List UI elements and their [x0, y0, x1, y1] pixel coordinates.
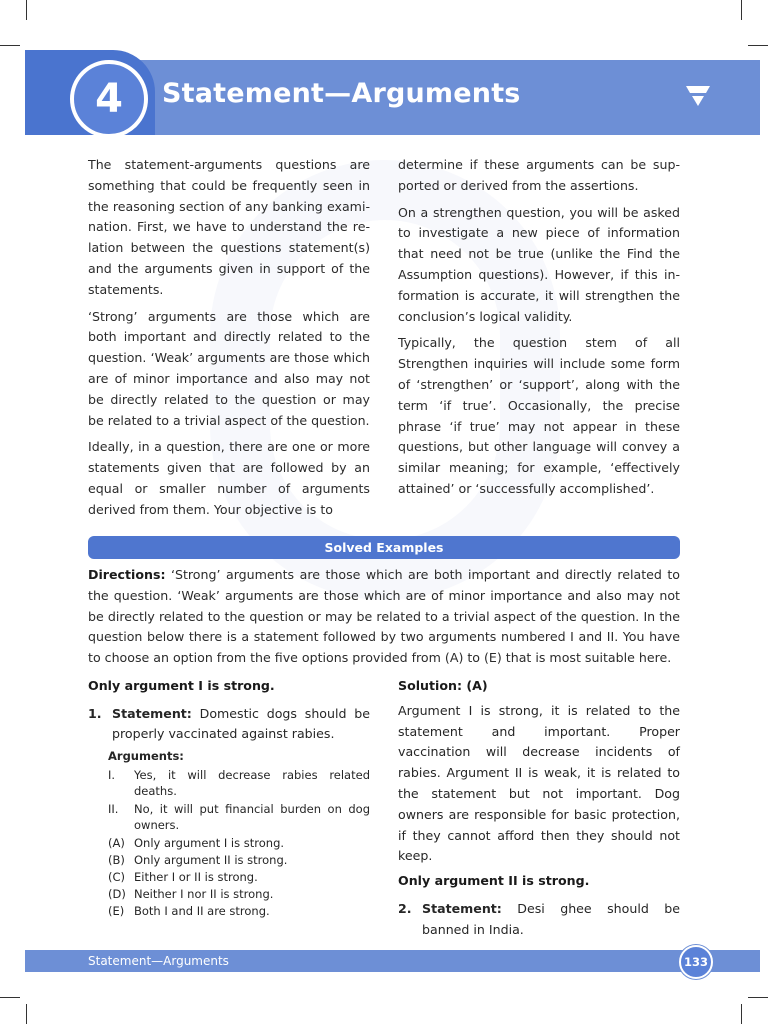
intro-paragraph: Typically, the question stem of all Strengthen inquiries will include some form of ‘strengthen’ or ‘support’, along with the term ‘if true’. Occasionally, the precise phrase ‘if true’ may not appear in these questions, but other language will convey a similar meaning; for example, ‘effectively attained’ or ‘successfully accomplished’. — [398, 335, 680, 496]
directions-paragraph — [88, 565, 680, 669]
argument-text: No, it will put financial burden on dog owners. — [134, 801, 370, 832]
crop-mark — [26, 0, 27, 20]
crop-mark — [748, 997, 768, 998]
question-1 — [88, 704, 370, 745]
question-statement — [112, 704, 370, 745]
crop-mark — [0, 45, 20, 46]
statement-label: Statement: — [422, 900, 502, 916]
intro-paragraph: Ideally, in a question, there are one or more statements given that are followed by an equal or smaller number of arguments derived from them. Your objective is to — [88, 439, 370, 517]
question-number: 2. — [398, 900, 412, 916]
chapter-number: 4 — [70, 60, 148, 138]
argument-text: Yes, it will decrease rabies related deaths. — [134, 767, 370, 798]
crop-mark — [741, 1004, 742, 1024]
answer-line: Only argument I is strong. — [88, 678, 275, 693]
solution-label: Solution: (A) — [398, 678, 488, 693]
option-item — [108, 852, 370, 869]
option-letter: (A) — [108, 835, 125, 850]
question-number: 1. — [88, 705, 102, 721]
answer-line: Only argument II is strong. — [398, 873, 590, 889]
crop-mark — [26, 1004, 27, 1024]
argument-item — [108, 767, 370, 799]
option-item — [108, 903, 370, 920]
intro-left-column — [88, 155, 370, 527]
question-2 — [398, 899, 680, 941]
intro-paragraph: The statement-arguments questions are something that could be frequently seen in the reasoning section of any banking examination. First, we have to understand the relation between the questions statement(s) and the arguments given in support of the statements. — [88, 157, 370, 297]
solution-text: Argument I is strong, it is related to the statement and important. Proper vaccination will decrease incidents of rabies. Argument II is weak, it is related to the statement but not important. Dog owners are responsible for basic protection, if they cannot afford then they should not keep. — [398, 702, 680, 864]
option-letter: (E) — [108, 904, 125, 919]
brand-logo-icon — [684, 84, 712, 108]
example-left-column — [88, 676, 370, 921]
argument-number: II. — [108, 801, 119, 816]
crop-mark — [741, 0, 742, 20]
intro-paragraph: ‘Strong’ arguments are those which are both important and directly related to the question. ‘Weak’ arguments are those which are of minor importance and also may not be directly related to the question or may be related to a trivial aspect of the question. — [88, 308, 370, 428]
statement-label: Statement: — [112, 705, 192, 721]
option-letter: (C) — [108, 869, 126, 884]
example-right-column — [398, 676, 680, 941]
option-item — [108, 886, 370, 903]
statement-text: Domestic dogs should be properly vaccinated against rabies. — [112, 705, 370, 741]
directions-text: ‘Strong’ arguments are those which are both important and directly related to the question. ‘Weak’ arguments are those which are of minor importance and also may not be directly related to the question or may be related to a trivial aspect of the question. In the question below there is a statement followed by two arguments numbered I and II. You have to choose an option from the five options provided from (A) to (E) that is most suitable here. — [88, 567, 680, 666]
crop-mark — [748, 45, 768, 46]
argument-item — [108, 801, 370, 833]
footer-running-title: Statement—Arguments — [88, 954, 229, 968]
statement-text: Desi ghee should be banned in India. — [422, 900, 680, 937]
chapter-title: Statement—Arguments — [162, 78, 521, 109]
option-letter: (D) — [108, 887, 126, 902]
option-item — [108, 869, 370, 886]
option-text: Either I or II is strong. — [134, 869, 258, 884]
page-number: 133 — [679, 945, 713, 979]
solved-examples-banner: Solved Examples — [88, 536, 680, 559]
intro-paragraph: On a strengthen question, you will be asked to investigate a new piece of information that need not be true (unlike the Find the Assumption questions). However, if this information is accurate, it will strengthen the conclusion’s logical validity. — [398, 204, 680, 324]
directions-label: Directions: — [88, 567, 166, 582]
option-letter: (B) — [108, 852, 125, 867]
option-text: Only argument II is strong. — [134, 852, 288, 867]
crop-mark — [0, 997, 20, 998]
argument-number: I. — [108, 767, 116, 782]
option-item — [108, 835, 370, 852]
arguments-title: Arguments: — [108, 748, 184, 763]
question-statement — [422, 899, 680, 941]
option-text: Neither I nor II is strong. — [134, 887, 274, 902]
intro-paragraph: determine if these arguments can be supported or derived from the assertions. — [398, 157, 680, 193]
intro-right-column — [398, 155, 680, 506]
option-text: Only argument I is strong. — [134, 835, 285, 850]
option-text: Both I and II are strong. — [134, 904, 270, 919]
